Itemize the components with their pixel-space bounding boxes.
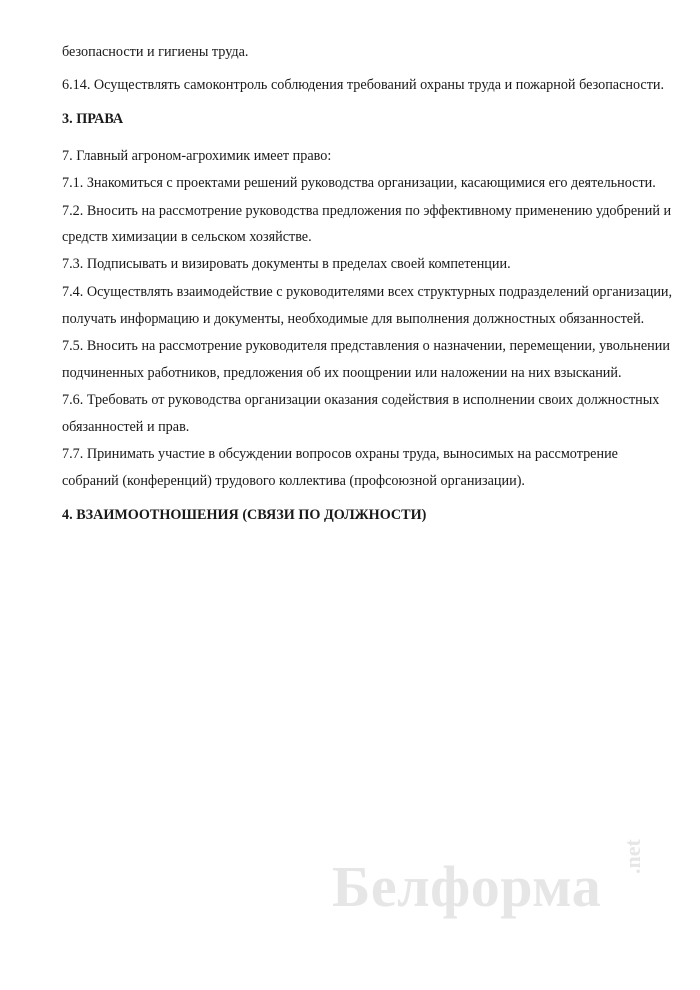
paragraph-line: безопасности и гигиены труда. <box>62 44 249 60</box>
section-heading-rights: 3. ПРАВА <box>62 111 124 127</box>
paragraph-7-2-cont: средств химизации в сельском хозяйстве. <box>62 229 312 245</box>
paragraph-7: 7. Главный агроном-агрохимик имеет право: <box>62 148 332 164</box>
paragraph-7-6-cont: обязанностей и прав. <box>62 419 190 435</box>
paragraph-7-4-cont: получать информацию и документы, необходимые для выполнения должностных обязанностей. <box>62 311 645 327</box>
paragraph-6-14: 6.14. Осуществлять самоконтроль соблюдения требований охраны труда и пожарной безопасности. <box>62 77 665 93</box>
section-heading-relationships: 4. ВЗАИМООТНОШЕНИЯ (СВЯЗИ ПО ДОЛЖНОСТИ) <box>62 507 427 523</box>
paragraph-7-7-cont: собраний (конференций) трудового коллектива (профсоюзной организации). <box>62 473 525 489</box>
watermark-suffix: .net <box>620 839 645 874</box>
paragraph-7-5: 7.5. Вносить на рассмотрение руководителя представления о назначении, перемещении, увольнении <box>62 338 670 354</box>
watermark-logo: Белформа <box>332 854 602 919</box>
paragraph-7-4: 7.4. Осуществлять взаимодействие с руководителями всех структурных подразделений организации, <box>62 284 673 300</box>
paragraph-7-3: 7.3. Подписывать и визировать документы в пределах своей компетенции. <box>62 256 511 272</box>
paragraph-7-1: 7.1. Знакомиться с проектами решений руководства организации, касающимися его деятельности. <box>62 175 656 191</box>
paragraph-7-6: 7.6. Требовать от руководства организации оказания содействия в исполнении своих должностных <box>62 392 660 408</box>
paragraph-7-5-cont: подчиненных работников, предложения об их поощрении или наложении на них взысканий. <box>62 365 622 381</box>
paragraph-7-7: 7.7. Принимать участие в обсуждении вопросов охраны труда, выносимых на рассмотрение <box>62 446 618 462</box>
paragraph-7-2: 7.2. Вносить на рассмотрение руководства предложения по эффективному применению удобрений и <box>62 203 672 219</box>
